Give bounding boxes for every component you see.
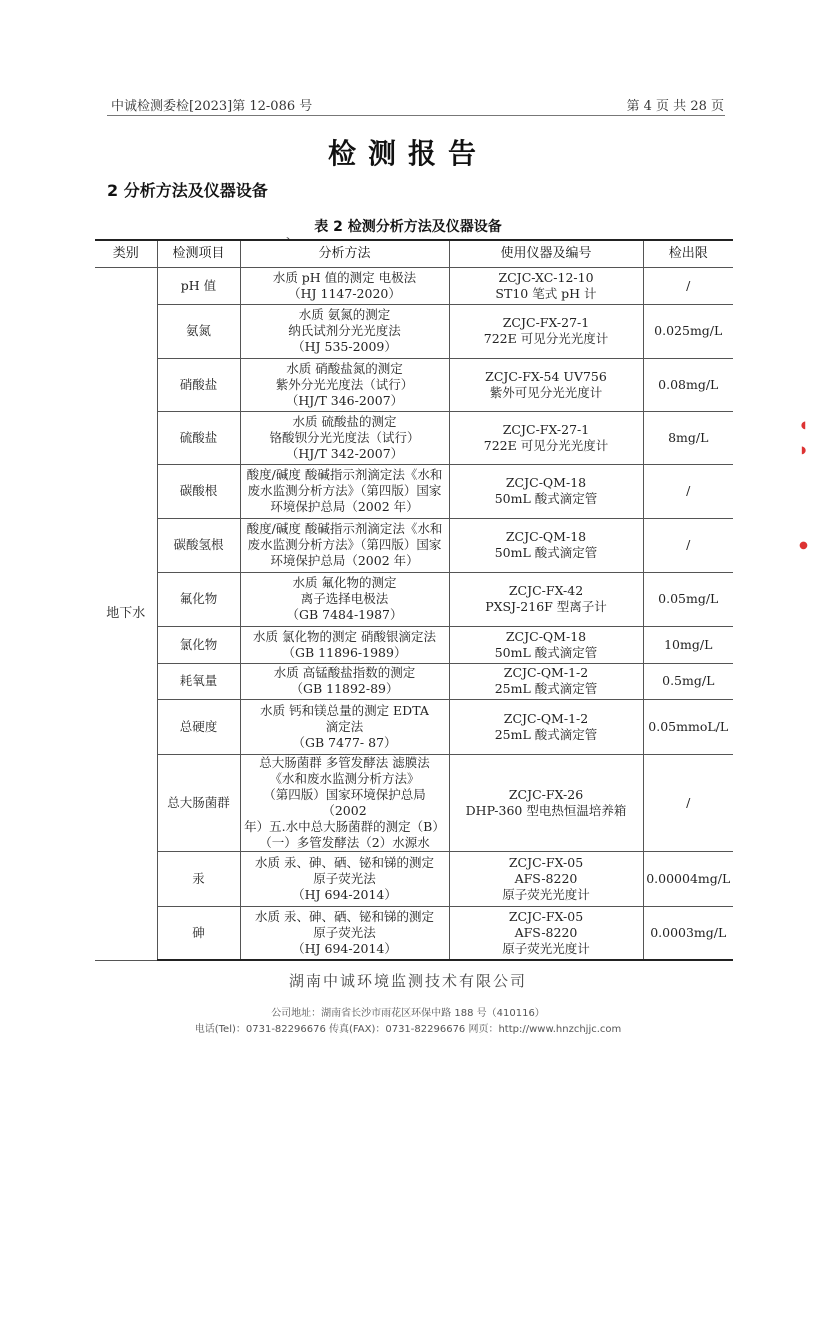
table-row bbox=[95, 518, 733, 572]
limit-cell: / bbox=[643, 267, 733, 304]
limit-cell: 0.5mg/L bbox=[643, 663, 733, 699]
item-cell: 氨氮 bbox=[157, 304, 240, 358]
item-cell: 耗氧量 bbox=[157, 663, 240, 699]
table-row bbox=[95, 411, 733, 464]
company-name: 湖南中诚环境监测技术有限公司 bbox=[288, 972, 527, 990]
item-cell: 汞 bbox=[157, 851, 240, 906]
table-row bbox=[95, 699, 733, 754]
seal-fragment-icon: ● bbox=[798, 540, 809, 551]
instrument-cell: ZCJC-QM-18 50mL 酸式滴定管 bbox=[449, 518, 643, 572]
column-header-item: 检测项目 bbox=[157, 240, 240, 267]
column-header-limit: 检出限 bbox=[643, 240, 733, 267]
instrument-cell: ZCJC-FX-27-1 722E 可见分光光度计 bbox=[449, 411, 643, 464]
table-row bbox=[95, 572, 733, 626]
instrument-cell: ZCJC-FX-54 UV756 紫外可见分光光度计 bbox=[449, 358, 643, 411]
table-row bbox=[95, 906, 733, 960]
seal-fragment-icon: ◖ bbox=[798, 420, 809, 431]
column-header-category: 类别 bbox=[95, 240, 157, 267]
limit-cell: / bbox=[643, 754, 733, 851]
table-caption: 表 2 检测分析方法及仪器设备 bbox=[314, 219, 502, 235]
table-row bbox=[95, 358, 733, 411]
table-row bbox=[95, 267, 733, 304]
limit-cell: 0.0003mg/L bbox=[643, 906, 733, 960]
method-cell: 酸度/碱度 酸碱指示剂滴定法《水和 废水监测分析方法》（第四版）国家 环境保护总局（2002 年） bbox=[240, 464, 449, 518]
limit-cell: 0.05mg/L bbox=[643, 572, 733, 626]
item-cell: 总硬度 bbox=[157, 699, 240, 754]
item-cell: 氯化物 bbox=[157, 626, 240, 663]
instrument-cell: ZCJC-FX-42 PXSJ-216F 型离子计 bbox=[449, 572, 643, 626]
instrument-cell: ZCJC-FX-05 AFS-8220 原子荧光光度计 bbox=[449, 906, 643, 960]
table-row bbox=[95, 754, 733, 851]
limit-cell: / bbox=[643, 464, 733, 518]
item-cell: 碳酸氢根 bbox=[157, 518, 240, 572]
page-indicator: 第 4 页 共 28 页 bbox=[626, 99, 724, 114]
method-cell: 水质 pH 值的测定 电极法 （HJ 1147-2020） bbox=[240, 267, 449, 304]
limit-cell: 0.025mg/L bbox=[643, 304, 733, 358]
method-cell: 水质 汞、砷、硒、铋和锑的测定 原子荧光法 （HJ 694-2014） bbox=[240, 851, 449, 906]
table-row bbox=[95, 464, 733, 518]
item-cell: 碳酸根 bbox=[157, 464, 240, 518]
page-title: 检测报告 bbox=[327, 137, 488, 170]
methods-table bbox=[95, 239, 733, 961]
seal-fragment-icon: ◗ bbox=[798, 445, 809, 456]
instrument-cell: ZCJC-QM-1-2 25mL 酸式滴定管 bbox=[449, 663, 643, 699]
section-heading: 2 分析方法及仪器设备 bbox=[107, 181, 268, 200]
table-row bbox=[95, 663, 733, 699]
item-cell: pH 值 bbox=[157, 267, 240, 304]
method-cell: 水质 汞、砷、硒、铋和锑的测定 原子荧光法 （HJ 694-2014） bbox=[240, 906, 449, 960]
method-cell: 水质 硫酸盐的测定 铬酸钡分光光度法（试行） （HJ/T 342-2007） bbox=[240, 411, 449, 464]
item-cell: 硫酸盐 bbox=[157, 411, 240, 464]
limit-cell: 0.08mg/L bbox=[643, 358, 733, 411]
method-cell: 水质 氨氮的测定 纳氏试剂分光光度法 （HJ 535-2009） bbox=[240, 304, 449, 358]
limit-cell: 0.00004mg/L bbox=[643, 851, 733, 906]
header-divider bbox=[107, 115, 725, 116]
method-cell: 水质 氯化物的测定 硝酸银滴定法 （GB 11896-1989） bbox=[240, 626, 449, 663]
company-address: 公司地址：湖南省长沙市雨花区环保中路 188 号（410116） bbox=[271, 1008, 545, 1019]
caption-mark: 、 bbox=[286, 228, 299, 242]
limit-cell: / bbox=[643, 518, 733, 572]
instrument-cell: ZCJC-FX-05 AFS-8220 原子荧光光度计 bbox=[449, 851, 643, 906]
instrument-cell: ZCJC-XC-12-10 ST10 笔式 pH 计 bbox=[449, 267, 643, 304]
item-cell: 砷 bbox=[157, 906, 240, 960]
item-cell: 总大肠菌群 bbox=[157, 754, 240, 851]
limit-cell: 8mg/L bbox=[643, 411, 733, 464]
limit-cell: 0.05mmoL/L bbox=[643, 699, 733, 754]
category-cell: 地下水 bbox=[95, 267, 157, 960]
table-row bbox=[95, 304, 733, 358]
item-cell: 氟化物 bbox=[157, 572, 240, 626]
method-cell: 水质 硝酸盐氮的测定 紫外分光光度法（试行） （HJ/T 346-2007） bbox=[240, 358, 449, 411]
method-cell: 酸度/碱度 酸碱指示剂滴定法《水和 废水监测分析方法》（第四版）国家 环境保护总局（2002 年） bbox=[240, 518, 449, 572]
item-cell: 硝酸盐 bbox=[157, 358, 240, 411]
method-cell: 总大肠菌群 多管发酵法 滤膜法 《水和废水监测分析方法》 （第四版）国家环境保护总局（2002 年）五.水中总大肠菌群的测定（B） （一）多管发酵法（2）水源水 bbox=[240, 754, 449, 851]
table-row bbox=[95, 851, 733, 906]
method-cell: 水质 钙和镁总量的测定 EDTA 滴定法 （GB 7477- 87） bbox=[240, 699, 449, 754]
method-cell: 水质 氟化物的测定 离子选择电极法 （GB 7484-1987） bbox=[240, 572, 449, 626]
table-header-row bbox=[95, 240, 733, 267]
limit-cell: 10mg/L bbox=[643, 626, 733, 663]
instrument-cell: ZCJC-FX-27-1 722E 可见分光光度计 bbox=[449, 304, 643, 358]
method-cell: 水质 高锰酸盐指数的测定 （GB 11892-89） bbox=[240, 663, 449, 699]
company-contact: 电话(Tel)：0731-82296676 传真(FAX)：0731-82296676 网页：http://www.hnzchjjc.com bbox=[194, 1024, 622, 1035]
report-number: 中诚检测委检[2023]第 12-086 号 bbox=[111, 99, 313, 114]
instrument-cell: ZCJC-QM-1-2 25mL 酸式滴定管 bbox=[449, 699, 643, 754]
instrument-cell: ZCJC-FX-26 DHP-360 型电热恒温培养箱 bbox=[449, 754, 643, 851]
column-header-method: 分析方法 bbox=[240, 240, 449, 267]
instrument-cell: ZCJC-QM-18 50mL 酸式滴定管 bbox=[449, 626, 643, 663]
column-header-instrument: 使用仪器及编号 bbox=[449, 240, 643, 267]
instrument-cell: ZCJC-QM-18 50mL 酸式滴定管 bbox=[449, 464, 643, 518]
table-row bbox=[95, 626, 733, 663]
